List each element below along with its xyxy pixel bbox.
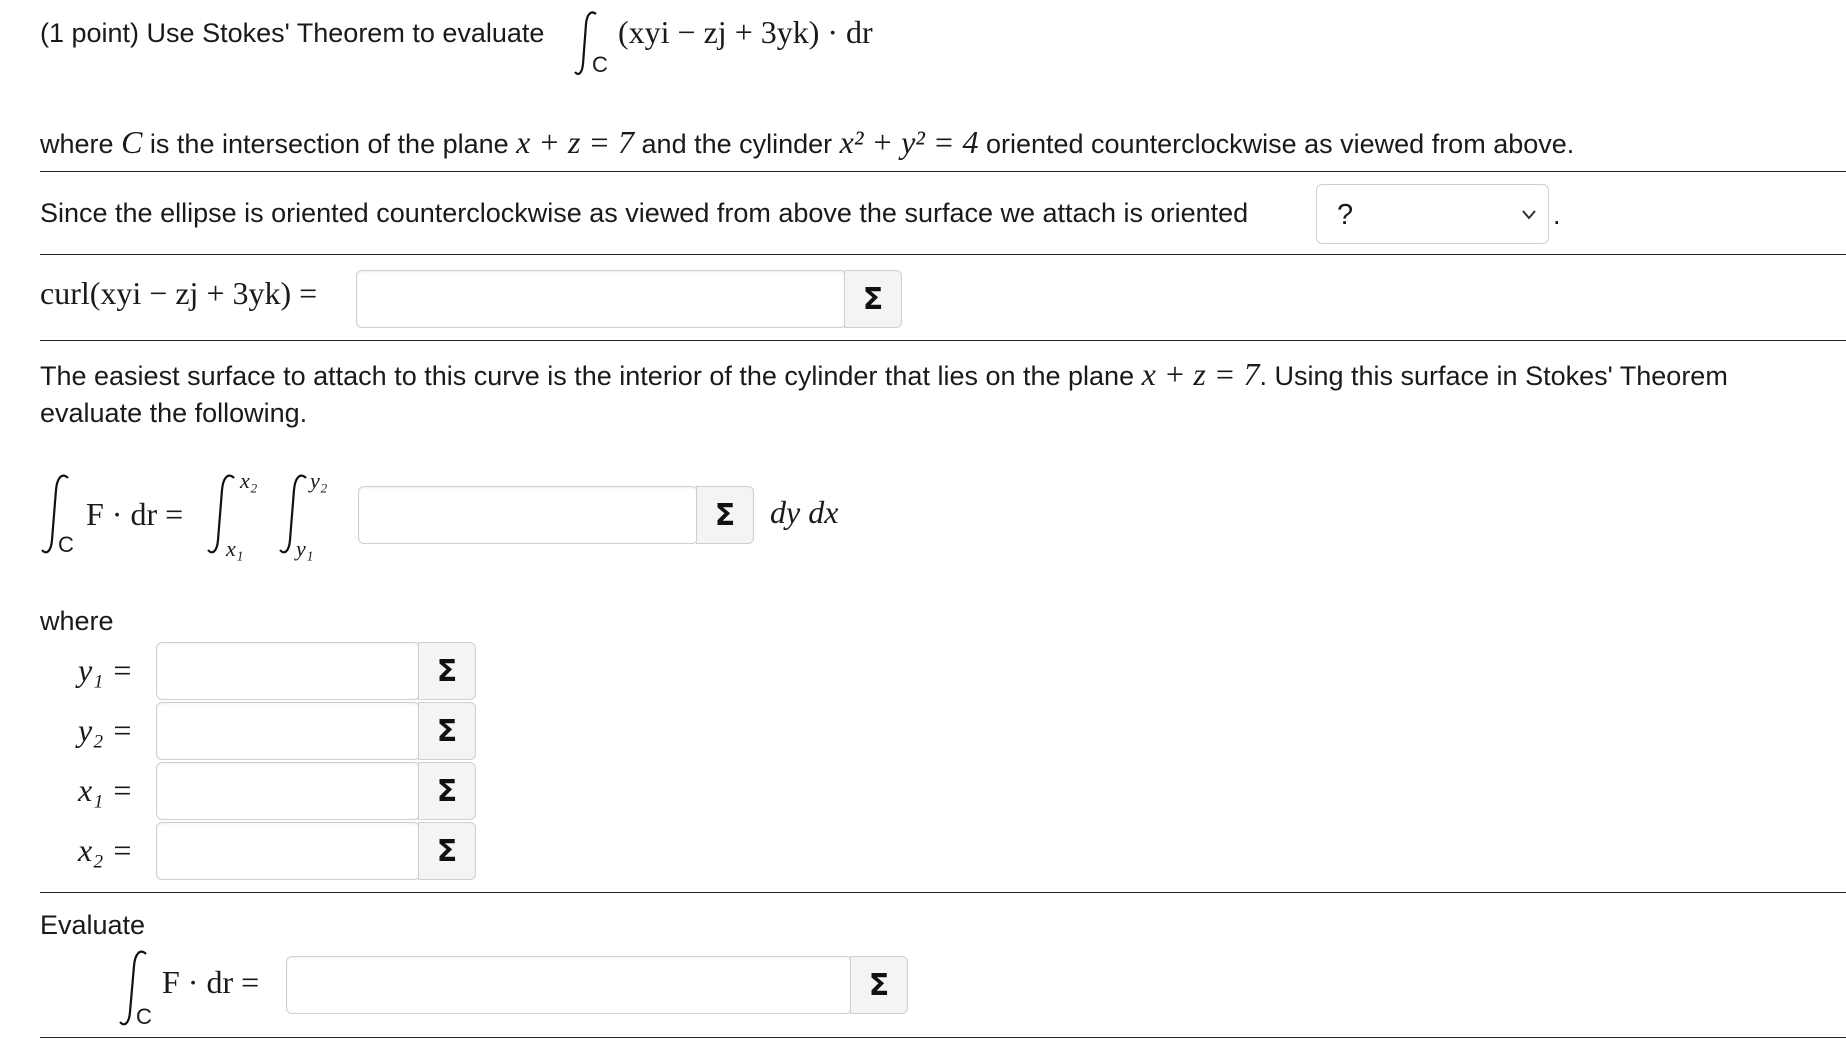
chevron-down-icon bbox=[1521, 209, 1537, 221]
evaluate-integral-subscript: C bbox=[136, 1004, 152, 1029]
where-label: where bbox=[40, 606, 114, 636]
divider bbox=[40, 1037, 1846, 1038]
divider bbox=[40, 254, 1846, 255]
orientation-select[interactable] bbox=[1316, 184, 1549, 244]
integral-subscript: C bbox=[592, 52, 608, 77]
outer-lower-limit: x₁ bbox=[226, 536, 244, 561]
cylinder-equation: x² + y² = 4 bbox=[839, 124, 979, 160]
evaluate-equation-editor-button[interactable] bbox=[850, 956, 908, 1014]
orientation-prompt: Since the ellipse is oriented counterclockwise as viewed from above the surface we attach is oriented bbox=[40, 198, 1249, 228]
sigma-icon: Σ bbox=[436, 773, 458, 809]
outer-upper-limit: x₂ bbox=[240, 468, 258, 493]
differentials: dy dx bbox=[770, 494, 839, 530]
limit-x1-equation-editor-button[interactable] bbox=[418, 762, 476, 820]
curve-name: C bbox=[121, 124, 143, 160]
limit-label-x2: x₂ = bbox=[78, 832, 133, 868]
integral-expression: (xyi − zj + 3yk) · dr bbox=[618, 14, 873, 50]
limit-label-y1: y₁ = bbox=[78, 652, 133, 688]
evaluate-label: Evaluate bbox=[40, 910, 146, 940]
limit-y1-equation-editor-button[interactable] bbox=[418, 642, 476, 700]
surface-text-1: The easiest surface to attach to this curve is the interior of the cylinder that lies on the plane bbox=[40, 361, 1135, 391]
curl-equation-editor-button[interactable] bbox=[844, 270, 902, 328]
sigma-icon: Σ bbox=[862, 281, 884, 317]
problem-intro: (1 point) Use Stokes' Theorem to evaluate bbox=[40, 18, 545, 48]
line-integral-lhs: F · dr = bbox=[86, 496, 184, 532]
limit-input-x1[interactable] bbox=[156, 762, 420, 820]
limit-y2-equation-editor-button[interactable] bbox=[418, 702, 476, 760]
where-text: where bbox=[40, 129, 114, 159]
limit-input-y2[interactable] bbox=[156, 702, 420, 760]
where-text-2: is the intersection of the plane bbox=[149, 129, 509, 159]
surface-text-3: evaluate the following. bbox=[40, 398, 308, 428]
limit-input-y1[interactable] bbox=[156, 642, 420, 700]
divider bbox=[40, 340, 1846, 341]
evaluate-lhs: F · dr = bbox=[162, 964, 260, 1000]
limit-input-x2[interactable] bbox=[156, 822, 420, 880]
sigma-icon: Σ bbox=[436, 653, 458, 689]
limit-label-x1: x₁ = bbox=[78, 772, 133, 808]
line-integral-subscript: C bbox=[58, 532, 74, 557]
orientation-selected-value: ? bbox=[1337, 199, 1354, 231]
surface-plane-equation: x + z = 7 bbox=[1141, 356, 1260, 392]
orientation-period: . bbox=[1553, 200, 1561, 230]
limit-x2-equation-editor-button[interactable] bbox=[418, 822, 476, 880]
sigma-icon: Σ bbox=[868, 967, 890, 1003]
where-text-4: oriented counterclockwise as viewed from above. bbox=[985, 129, 1575, 159]
problem-where-line bbox=[40, 124, 1574, 161]
divider bbox=[40, 892, 1846, 893]
inner-lower-limit: y₁ bbox=[296, 536, 314, 561]
curl-input[interactable] bbox=[356, 270, 846, 328]
inner-upper-limit: y₂ bbox=[310, 468, 328, 493]
limit-label-y2: y₂ = bbox=[78, 712, 133, 748]
surface-description bbox=[40, 356, 1728, 393]
sigma-icon: Σ bbox=[436, 713, 458, 749]
sigma-icon: Σ bbox=[436, 833, 458, 869]
where-text-3: and the cylinder bbox=[641, 129, 833, 159]
integrand-equation-editor-button[interactable] bbox=[696, 486, 754, 544]
sigma-icon: Σ bbox=[714, 497, 736, 533]
evaluate-input[interactable] bbox=[286, 956, 852, 1014]
divider bbox=[40, 171, 1846, 172]
curl-label: curl(xyi − zj + 3yk) = bbox=[40, 275, 318, 311]
surface-text-2: . Using this surface in Stokes' Theorem bbox=[1259, 361, 1728, 391]
integrand-input[interactable] bbox=[358, 486, 698, 544]
plane-equation: x + z = 7 bbox=[516, 124, 635, 160]
